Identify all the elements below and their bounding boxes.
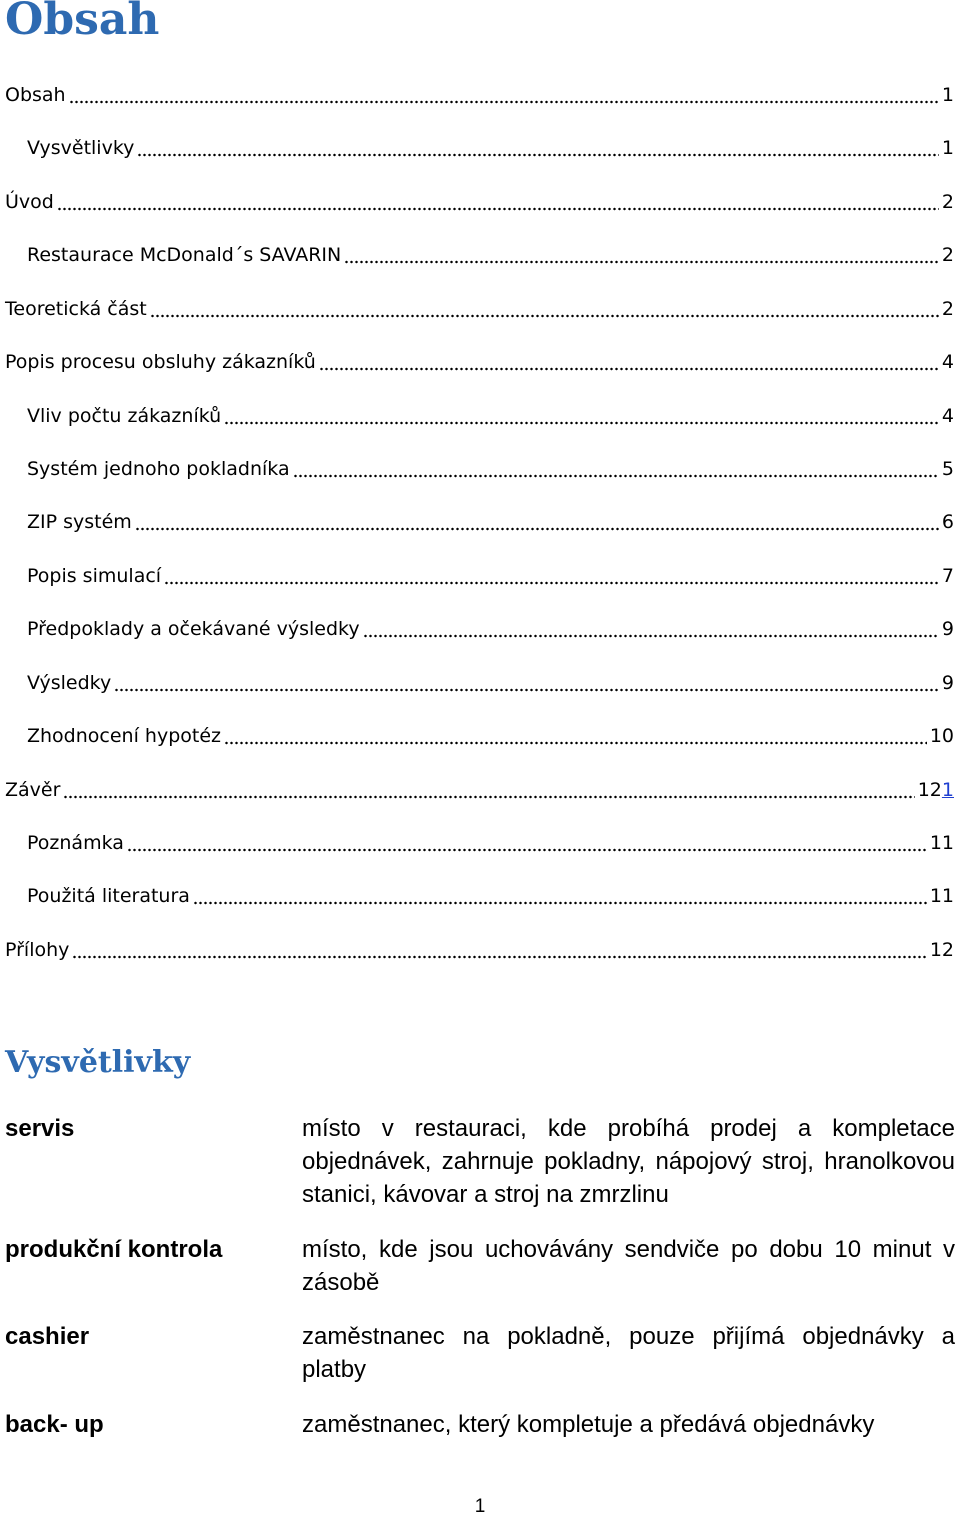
toc-entry-system-jednoho[interactable] bbox=[27, 456, 954, 482]
toc-entry-predpoklady[interactable] bbox=[27, 616, 954, 642]
toc-dot-leader bbox=[135, 527, 939, 531]
toc-dot-leader bbox=[137, 153, 939, 157]
toc-dot-leader bbox=[72, 955, 926, 959]
toc-entry-teoreticka-cast[interactable] bbox=[5, 296, 954, 322]
toc-entry-poznamka[interactable] bbox=[27, 830, 954, 856]
toc-dot-leader bbox=[363, 634, 939, 638]
toc-entry-page: 12 bbox=[929, 939, 954, 961]
glossary-definition-produkcni-kontrola: místo, kde jsou uchovávány sendviče po dobu 10 minut v zásobě bbox=[302, 1236, 955, 1296]
toc-dot-leader bbox=[127, 848, 927, 852]
glossary-definition-back-up: zaměstnanec, který kompletuje a předává objednávky bbox=[302, 1411, 875, 1438]
toc-entry-vysvetlivky[interactable] bbox=[27, 135, 954, 161]
toc-dot-leader bbox=[57, 207, 939, 211]
toc-entry-page: 2 bbox=[941, 244, 954, 266]
toc-entry-page bbox=[918, 777, 954, 803]
toc-entry-label: Závěr bbox=[5, 779, 61, 801]
toc-entry-page: 9 bbox=[941, 618, 954, 640]
toc-entry-zhodnoceni[interactable] bbox=[27, 723, 954, 749]
page-title: Obsah bbox=[5, 0, 160, 45]
glossary-definition-cashier: zaměstnanec na pokladně, pouze přijímá objednávky a platby bbox=[302, 1323, 955, 1383]
toc-entry-page: 4 bbox=[941, 351, 954, 373]
toc-entry-label: Poznámka bbox=[27, 832, 124, 854]
glossary-term-cashier: cashier bbox=[5, 1323, 90, 1350]
toc-entry-obsah[interactable] bbox=[5, 82, 954, 108]
toc-entry-label: Zhodnocení hypotéz bbox=[27, 725, 221, 747]
toc-entry-page-link[interactable]: 1 bbox=[941, 779, 954, 801]
toc-dot-leader bbox=[164, 581, 939, 585]
toc-dot-leader bbox=[150, 314, 939, 318]
toc-entry-page: 2 bbox=[941, 298, 954, 320]
toc-entry-label: Použitá literatura bbox=[27, 885, 190, 907]
toc-entry-zip-system[interactable] bbox=[27, 509, 954, 535]
toc-entry-label: Vysvětlivky bbox=[27, 137, 135, 159]
toc-entry-label: Popis procesu obsluhy zákazníků bbox=[5, 351, 316, 373]
toc-entry-label: Výsledky bbox=[27, 672, 112, 694]
toc-entry-page-number: 12 bbox=[917, 779, 942, 801]
toc-entry-popis-procesu[interactable] bbox=[5, 349, 954, 375]
glossary-term-servis: servis bbox=[5, 1115, 75, 1142]
toc-entry-label: ZIP systém bbox=[27, 511, 132, 533]
toc-entry-page: 7 bbox=[941, 565, 954, 587]
toc-entry-popis-simulaci[interactable] bbox=[27, 563, 954, 589]
glossary-term-produkcni-kontrola: produkční kontrola bbox=[5, 1236, 223, 1263]
toc-entry-label: Vliv počtu zákazníků bbox=[27, 405, 222, 427]
toc-entry-label: Restaurace McDonald´s SAVARIN bbox=[27, 244, 342, 266]
toc-dot-leader bbox=[344, 260, 939, 264]
glossary-heading: Vysvětlivky bbox=[5, 1045, 191, 1080]
toc-entry-label: Přílohy bbox=[5, 939, 70, 961]
toc-dot-leader bbox=[319, 367, 939, 371]
toc-entry-label: Předpoklady a očekávané výsledky bbox=[27, 618, 360, 640]
toc-dot-leader bbox=[63, 795, 914, 799]
toc-entry-page: 10 bbox=[929, 725, 954, 747]
toc-entry-page: 2 bbox=[941, 191, 954, 213]
toc-entry-page: 6 bbox=[941, 511, 954, 533]
toc-entry-page: 9 bbox=[941, 672, 954, 694]
toc-entry-label: Obsah bbox=[5, 84, 66, 106]
toc-entry-page: 11 bbox=[929, 885, 954, 907]
toc-dot-leader bbox=[193, 901, 927, 905]
toc-entry-label: Úvod bbox=[5, 191, 54, 213]
glossary-definition-servis: místo v restauraci, kde probíhá prodej a kompletace objednávek, zahrnuje pokladny, nápojový stroj, hranolkovou stanici, kávovar a stroj na zmrzlinu bbox=[302, 1115, 955, 1208]
toc-entry-page: 4 bbox=[941, 405, 954, 427]
toc-entry-page: 11 bbox=[929, 832, 954, 854]
toc-entry-label: Popis simulací bbox=[27, 565, 162, 587]
toc-entry-page: 1 bbox=[941, 137, 954, 159]
toc-entry-literatura[interactable] bbox=[27, 883, 954, 909]
glossary-term-back-up: back- up bbox=[5, 1411, 104, 1438]
toc-entry-vliv-poctu[interactable] bbox=[27, 403, 954, 429]
toc-dot-leader bbox=[114, 688, 939, 692]
toc-entry-prilohy[interactable] bbox=[5, 937, 954, 963]
toc-dot-leader bbox=[224, 741, 927, 745]
toc-dot-leader bbox=[224, 421, 939, 425]
toc-entry-label: Teoretická část bbox=[5, 298, 147, 320]
toc-entry-page: 5 bbox=[941, 458, 954, 480]
toc-dot-leader bbox=[293, 474, 939, 478]
page-number: 1 bbox=[474, 1496, 486, 1517]
toc-dot-leader bbox=[69, 100, 939, 104]
toc-entry-vysledky[interactable] bbox=[27, 670, 954, 696]
toc-entry-label: Systém jednoho pokladníka bbox=[27, 458, 290, 480]
toc-entry-zaver[interactable] bbox=[5, 777, 954, 803]
toc-entry-page: 1 bbox=[941, 84, 954, 106]
toc-entry-restaurace[interactable] bbox=[27, 242, 954, 268]
toc-entry-uvod[interactable] bbox=[5, 189, 954, 215]
